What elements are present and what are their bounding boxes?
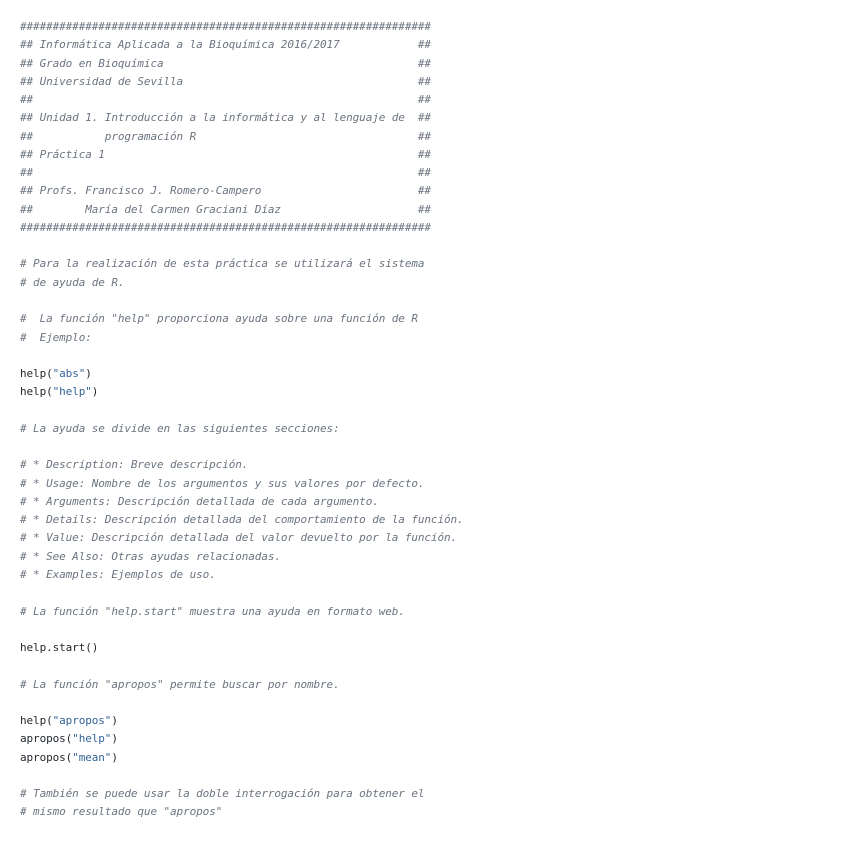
code-line (20, 383, 840, 401)
comment-text: # mismo resultado que "apropos" (20, 805, 223, 819)
code-line (20, 749, 840, 767)
code-line (20, 310, 840, 328)
code-line (20, 55, 840, 73)
code-line (20, 584, 840, 602)
code-line (20, 639, 840, 657)
code-text: apropos( (20, 750, 73, 764)
comment-text: # de ayuda de R. (20, 275, 125, 289)
code-line (20, 292, 840, 310)
code-text: help( (20, 385, 53, 399)
comment-text: ## ## (20, 166, 431, 180)
code-line (20, 109, 840, 127)
code-line (20, 548, 840, 566)
code-text: apropos( (20, 732, 73, 746)
code-line (20, 91, 840, 109)
comment-text: # * See Also: Otras ayudas relacionadas. (20, 549, 281, 563)
comment-text: # * Details: Descripción detallada del comportamiento de la función. (20, 513, 464, 527)
code-text: help.start() (20, 641, 99, 655)
code-line (20, 365, 840, 383)
code-line (20, 36, 840, 54)
code-line (20, 529, 840, 547)
code-line (20, 347, 840, 365)
string-literal: "help" (52, 385, 92, 399)
code-line (20, 712, 840, 730)
comment-text: ## ## (20, 93, 431, 107)
code-line (20, 785, 840, 803)
comment-text: ## Grado en Bioquímica ## (20, 56, 431, 70)
code-line (20, 18, 840, 36)
code-text: ) (111, 750, 118, 764)
code-line (20, 402, 840, 420)
code-text: help( (20, 367, 53, 381)
code-line (20, 255, 840, 273)
code-line (20, 603, 840, 621)
code-line (20, 730, 840, 748)
comment-text: ############################################################### (20, 20, 431, 33)
code-line (20, 511, 840, 529)
code-text: ) (85, 367, 92, 381)
code-line (20, 201, 840, 219)
comment-text: # La ayuda se divide en las siguientes secciones: (20, 421, 340, 435)
code-line (20, 657, 840, 675)
code-text: ) (111, 714, 118, 728)
code-line (20, 676, 840, 694)
comment-text: # * Usage: Nombre de los argumentos y sus valores por defecto. (20, 476, 425, 490)
code-line (20, 438, 840, 456)
code-line (20, 128, 840, 146)
code-line (20, 493, 840, 511)
comment-text: # * Description: Breve descripción. (20, 458, 249, 472)
code-line (20, 329, 840, 347)
comment-text: # Para la realización de esta práctica se utilizará el sistema (20, 257, 425, 271)
comment-text: # La función "help.start" muestra una ayuda en formato web. (20, 604, 405, 618)
code-line (20, 73, 840, 91)
comment-text: ## Profs. Francisco J. Romero-Campero ## (20, 184, 431, 198)
comment-text: ## María del Carmen Graciani Díaz ## (20, 202, 431, 216)
code-text: help( (20, 714, 53, 728)
comment-text: # También se puede usar la doble interrogación para obtener el (20, 787, 425, 801)
code-line (20, 420, 840, 438)
comment-text: ## Unidad 1. Introducción a la informática y al lenguaje de ## (20, 111, 431, 125)
code-line (20, 694, 840, 712)
code-line (20, 456, 840, 474)
code-line (20, 475, 840, 493)
code-line (20, 274, 840, 292)
code-line (20, 621, 840, 639)
comment-text: ## Universidad de Sevilla ## (20, 74, 431, 88)
comment-text: # * Examples: Ejemplos de uso. (20, 567, 216, 581)
string-literal: "abs" (52, 367, 86, 381)
code-line (20, 146, 840, 164)
comment-text: ## Práctica 1 ## (20, 147, 431, 161)
string-literal: "help" (72, 732, 112, 746)
code-text: ) (111, 732, 118, 746)
code-line (20, 182, 840, 200)
comment-text: ## programación R ## (20, 129, 431, 143)
comment-text: # * Arguments: Descripción detallada de cada argumento. (20, 494, 379, 508)
comment-text: # Ejemplo: (20, 330, 92, 344)
comment-text: # La función "help" proporciona ayuda sobre una función de R (20, 312, 418, 326)
code-line (20, 767, 840, 785)
code-line (20, 219, 840, 237)
code-line (20, 237, 840, 255)
comment-text: ## Informática Aplicada a la Bioquímica 2016/2017 ## (20, 38, 431, 52)
code-line (20, 803, 840, 821)
string-literal: "apropos" (52, 714, 112, 728)
code-line (20, 566, 840, 584)
comment-text: # La función "apropos" permite buscar por nombre. (20, 677, 340, 691)
string-literal: "mean" (72, 750, 112, 764)
code-text: ) (91, 385, 99, 399)
comment-text: ############################################################### (20, 220, 431, 234)
code-line (20, 164, 840, 182)
comment-text: # * Value: Descripción detallada del valor devuelto por la función. (20, 531, 458, 545)
